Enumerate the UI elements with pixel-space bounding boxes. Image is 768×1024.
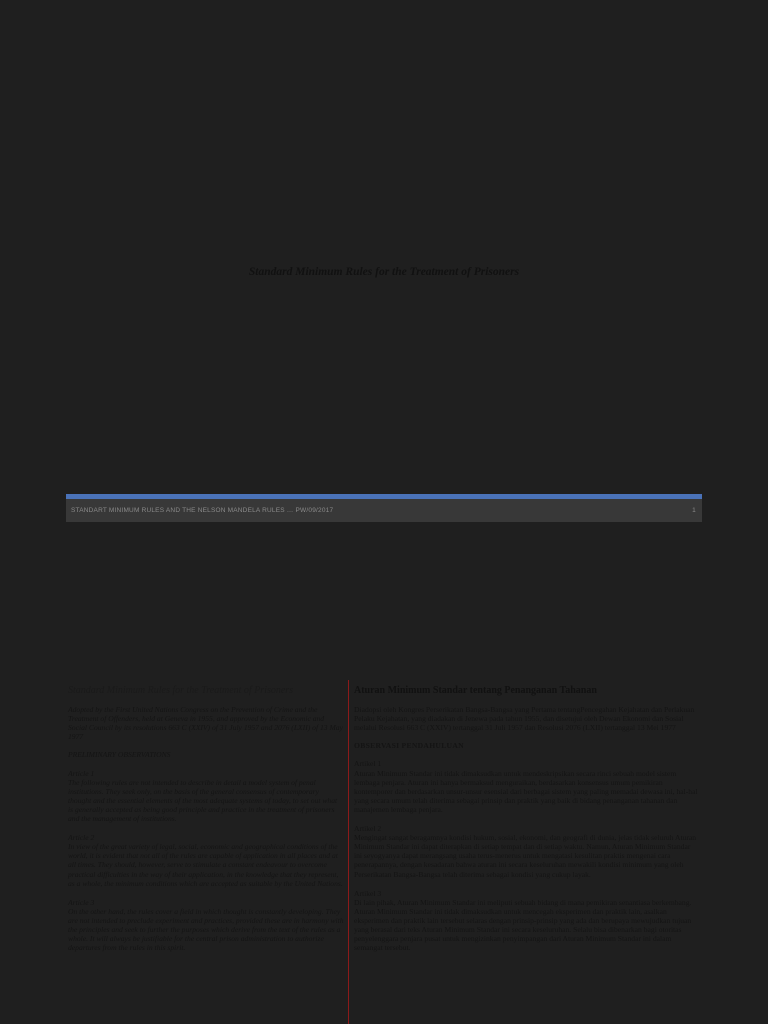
english-adoption-note: Adopted by the First United Nations Congress on the Prevention of Crime and the Treatment of Offenders, held at Geneva in 1955, and approved by the Economic and Social Council by its resolutions 663 C (XXIV) of 31 July 1957 and 2076 (LXII) of 13 May 1977 — [68, 705, 343, 742]
english-preliminary-heading: PRELIMINARY OBSERVATIONS — [68, 750, 171, 760]
indonesian-article-2-heading: Artikel 2 — [354, 824, 382, 834]
footer-text: STANDART MINIMUM RULES AND THE NELSON MANDELA RULES … PW/09/2017 — [71, 507, 334, 514]
indonesian-article-1-heading: Artikel 1 — [354, 759, 382, 769]
indonesian-adoption-note: Diadopsi oleh Kongres Perserikatan Bangsa-Bangsa yang Pertama tentangPencegahan Kejahatan dan Perlakuan Pelaku Kejahatan, yang diadakan di Jenewa pada tahun 1955, dan disetujui oleh Dewan Ekonomi dan Sosial melalui Resolusi 663 C (XXIV) tertanggal 31 Juli 1957 dan Resolusi 2076 (LXII) tertanggal 13 Mei 1977 — [354, 705, 695, 733]
page-number: 1 — [692, 507, 696, 514]
indonesian-article-3-heading: Artikel 3 — [354, 888, 382, 898]
english-article-2-heading: Article 2 — [68, 833, 95, 843]
indonesian-column — [354, 676, 698, 962]
indonesian-article-2-text: Mengingat sangat beragamnya kondisi hukum, sosial, ekonomi, dan geografi di dunia, jelas tidak seluruh Aturan Minimum Standar ini dapat diterapkan di setiap tempat dan di setiap waktu. Namun, Aturan Minimum Standar ini seyogyanya dapat merangsang usaha terus-menerus untuk mengatasi kesulitan praktis mengenai cara penerapannya, dengan kesadaran bahwa aturan ini secara keseluruhan mewakili kondisi minimum yang oleh Perserikatan Bangsa-Bangsa telah diterima sebagai kondisi yang cukup layak. — [354, 833, 697, 879]
english-column — [68, 676, 344, 962]
english-article-3-text: On the other hand, the rules cover a field in which thought is constantly developing. They are not intended to preclude experiment and practices, provided these are in harmony with the principles and seek to further the purposes which derive from the text of the rules as a whole. It will always be justifiable for the central prison administration to authorize departures from the rules in this spirit. — [68, 906, 344, 953]
indonesian-preliminary-heading: OBSERVASI PENDAHULUAN — [354, 741, 464, 751]
document-page-2 — [66, 676, 702, 1024]
english-article-2-text: In view of the great variety of legal, social, economic and geographical conditions of the world, it is evident that not all of the rules are capable of application in all places and at all times. They should, however, serve to stimulate a constant endeavour to overcome practical difficulties in the way of their application, in the knowledge that they represent, as a whole, the minimum conditions which are accepted as suitable by the United Nations. — [68, 842, 343, 888]
english-article-1-heading: Article 1 — [68, 768, 95, 778]
english-article-1-text: The following rules are not intended to describe in detail a model system of penal institutions. They seek only, on the basis of the general consensus of contemporary thought and the essential elements of the most adequate systems of today, to set out what is generally accepted as being good principle and practice in the treatment of prisoners and the management of institutions. — [68, 777, 338, 824]
english-title: Standard Minimum Rules for the Treatment of Prisoners — [68, 685, 294, 696]
column-divider — [348, 680, 349, 1024]
document-page-1 — [66, 0, 702, 522]
page-footer — [66, 499, 702, 522]
indonesian-article-1-text: Aturan Minimum Standar ini tidak dimaksudkan untuk mendeskripsikan secara rinci sebuah model sistem lembaga penjara. Aturan ini hanya bermaksud menguraikan, berdasarkan konsensus umum pemikiran kontemporer dan berdasarkan unsur-unsur esensial dari berbagai sistem yang paling memadai dewasa ini, hal-hal yang secara umum telah diterima sebagai prinsip dan praktik yang baik di bidang penanganan tahanan dan manajemen lembaga penjara. — [354, 768, 698, 814]
cover-title: Standard Minimum Rules for the Treatment of Prisoners — [248, 266, 520, 278]
english-article-3-heading: Article 3 — [68, 897, 95, 907]
indonesian-title: Aturan Minimum Standar tentang Penanganan Tahanan — [354, 685, 597, 696]
indonesian-article-3-text: Di lain pihak, Aturan Minimum Standar ini meliputi sebuah bidang di mana pemikiran senantiasa berkembang. Aturan Minimum Standar ini tidak dimaksudkan untuk mencegah eksperimen dan praktik lain, asalkan eksperimen dan praktik lain tersebut selaras dengan prinsip-prinsip yang ada dan berupaya mewujudkan tujuan yang berasal dari teks Aturan Minimum Standar ini secara keseluruhan. Selalu bisa dibenarkan bagi otoritas penyelenggara penjara pusat untuk mengizinkan penyimpangan dari Aturan Minimum Standar ini dalam semangat tersebut. — [354, 897, 692, 953]
